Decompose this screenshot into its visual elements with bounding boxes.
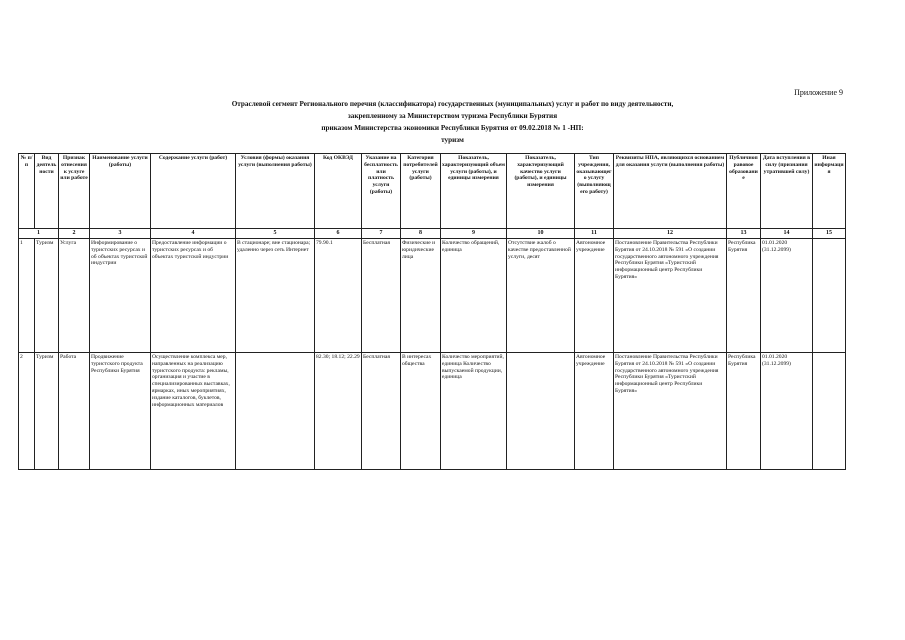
cell-fee: Бесплатная [362,239,401,353]
header-date: Дата вступления в силу (признания утратившей силу) [761,154,813,229]
column-number: 1 [19,229,59,239]
cell-institution: Автономное учреждение [575,353,614,470]
cell-okved: 79.90.1 [315,239,362,353]
header-other: Иная информация [813,154,846,229]
cell-volume: Количество мероприятий, единица Количество выпускаемой продукции, единица [441,353,507,470]
cell-service-name: Продвижение туристского продукта Республики Бурятия [90,353,151,470]
cell-volume: Количество обращений, единица [441,239,507,353]
document-title-line-1: Отраслевой сегмент Регионального перечня (классификатора) государственных (муниципальных) услуг и работ по виду деятельности, [231,100,674,108]
cell-number: 1 [19,239,35,353]
table-header-row [19,154,846,229]
column-number: 6 [315,229,362,239]
header-number: № п/п [19,154,35,229]
column-number: 8 [401,229,441,239]
cell-quality: Отсутствие жалоб о качестве предоставленной услуги, десят [507,239,575,353]
column-number: 2 [59,229,90,239]
cell-content: Осуществление комплекса мер, направленных на реализацию туристского продукта: рекламы, организация и участие в специализированных выставках, ярмарках, иных мероприятиях, издание каталогов, буклетов, информационных материалов [151,353,236,470]
header-service-name: Наименование услуги (работы) [90,154,151,229]
header-activity: Вид деятельности [35,154,59,229]
cell-fee: Бесплатная [362,353,401,470]
cell-attribute: Услуга [59,239,90,353]
cell-quality [507,353,575,470]
document-title-line-2: закрепленному за Министерством туризма Республики Бурятия [347,112,558,120]
cell-activity: Туризм [35,239,59,353]
column-number: 15 [813,229,846,239]
cell-attribute: Работа [59,353,90,470]
header-attribute: Признак отнесения к услуге или работе [59,154,90,229]
header-content: Содержание услуги (работ) [151,154,236,229]
cell-consumers: В интересах общества [401,353,441,470]
cell-number: 2 [19,353,35,470]
document-title-line-4: туризм [441,136,464,144]
header-okved: Код ОКВЭД [315,154,362,229]
cell-okved: 82.30; 18.12; 22.29 [315,353,362,470]
services-register-table [18,153,846,470]
cell-content: Предоставление информации о туристских ресурсах и об объектах туристской индустрии [151,239,236,353]
column-number: 14 [761,229,813,239]
column-number: 10 [507,229,575,239]
cell-other [813,239,846,353]
cell-service-name: Информирование о туристских ресурсах и об объектах туристской индустрии [90,239,151,353]
column-number: 9 [441,229,507,239]
column-number: 7 [362,229,401,239]
document-title-line-3: приказом Министерства экономики Республики Бурятия от 09.02.2018 № 1 -НП: [321,124,584,132]
column-number: 4 [151,229,236,239]
header-conditions: Условия (формы) оказания услуги (выполнения работы) [236,154,315,229]
table-row [19,353,846,470]
header-consumers: Категория потребителей услуги (работы) [401,154,441,229]
cell-entity: Республика Бурятия [727,353,761,470]
cell-conditions: В стационаре; вне стационара; удаленно через сеть Интернет [236,239,315,353]
column-numbers-row [19,229,846,239]
header-npa: Реквизиты НПА, являющихся основанием для оказания услуги (выполнения работы) [614,154,727,229]
header-volume: Показатель, характеризующий объем услуги (работы), и единицы измерения [441,154,507,229]
cell-npa: Постановление Правительства Республики Бурятия от 24.10.2018 № 591 «О создании государственного автономного учреждения Республики Бурятия «Туристский информационный центр Республики Бурятия» [614,353,727,470]
cell-consumers: Физические и юридические лица [401,239,441,353]
cell-entity: Республика Бурятия [727,239,761,353]
cell-other [813,353,846,470]
header-entity: Публичноправовое образование [727,154,761,229]
cell-date: 01.01.2020 (31.12.2099) [761,353,813,470]
table-row [19,239,846,353]
column-number: 3 [90,229,151,239]
column-number: 11 [575,229,614,239]
cell-date: 01.01.2020 (31.12.2099) [761,239,813,353]
cell-activity: Туризм [35,353,59,470]
cell-institution: Автономное учреждение [575,239,614,353]
cell-npa: Постановление Правительства Республики Бурятия от 24.10.2018 № 591 «О создании государственного автономного учреждения Республики Бурятия «Туристский информационный центр Республики Бурятия» [614,239,727,353]
column-number: 5 [236,229,315,239]
header-institution: Тип учреждения, оказывающего услугу (выполняющего работу) [575,154,614,229]
header-quality: Показатель, характеризующий качество услуги (работы), и единицы измерения [507,154,575,229]
column-number: 12 [614,229,727,239]
cell-conditions [236,353,315,470]
column-number: 13 [727,229,761,239]
appendix-label: Приложение 9 [794,88,843,97]
header-fee: Указание на бесплатность или платность услуги (работы) [362,154,401,229]
